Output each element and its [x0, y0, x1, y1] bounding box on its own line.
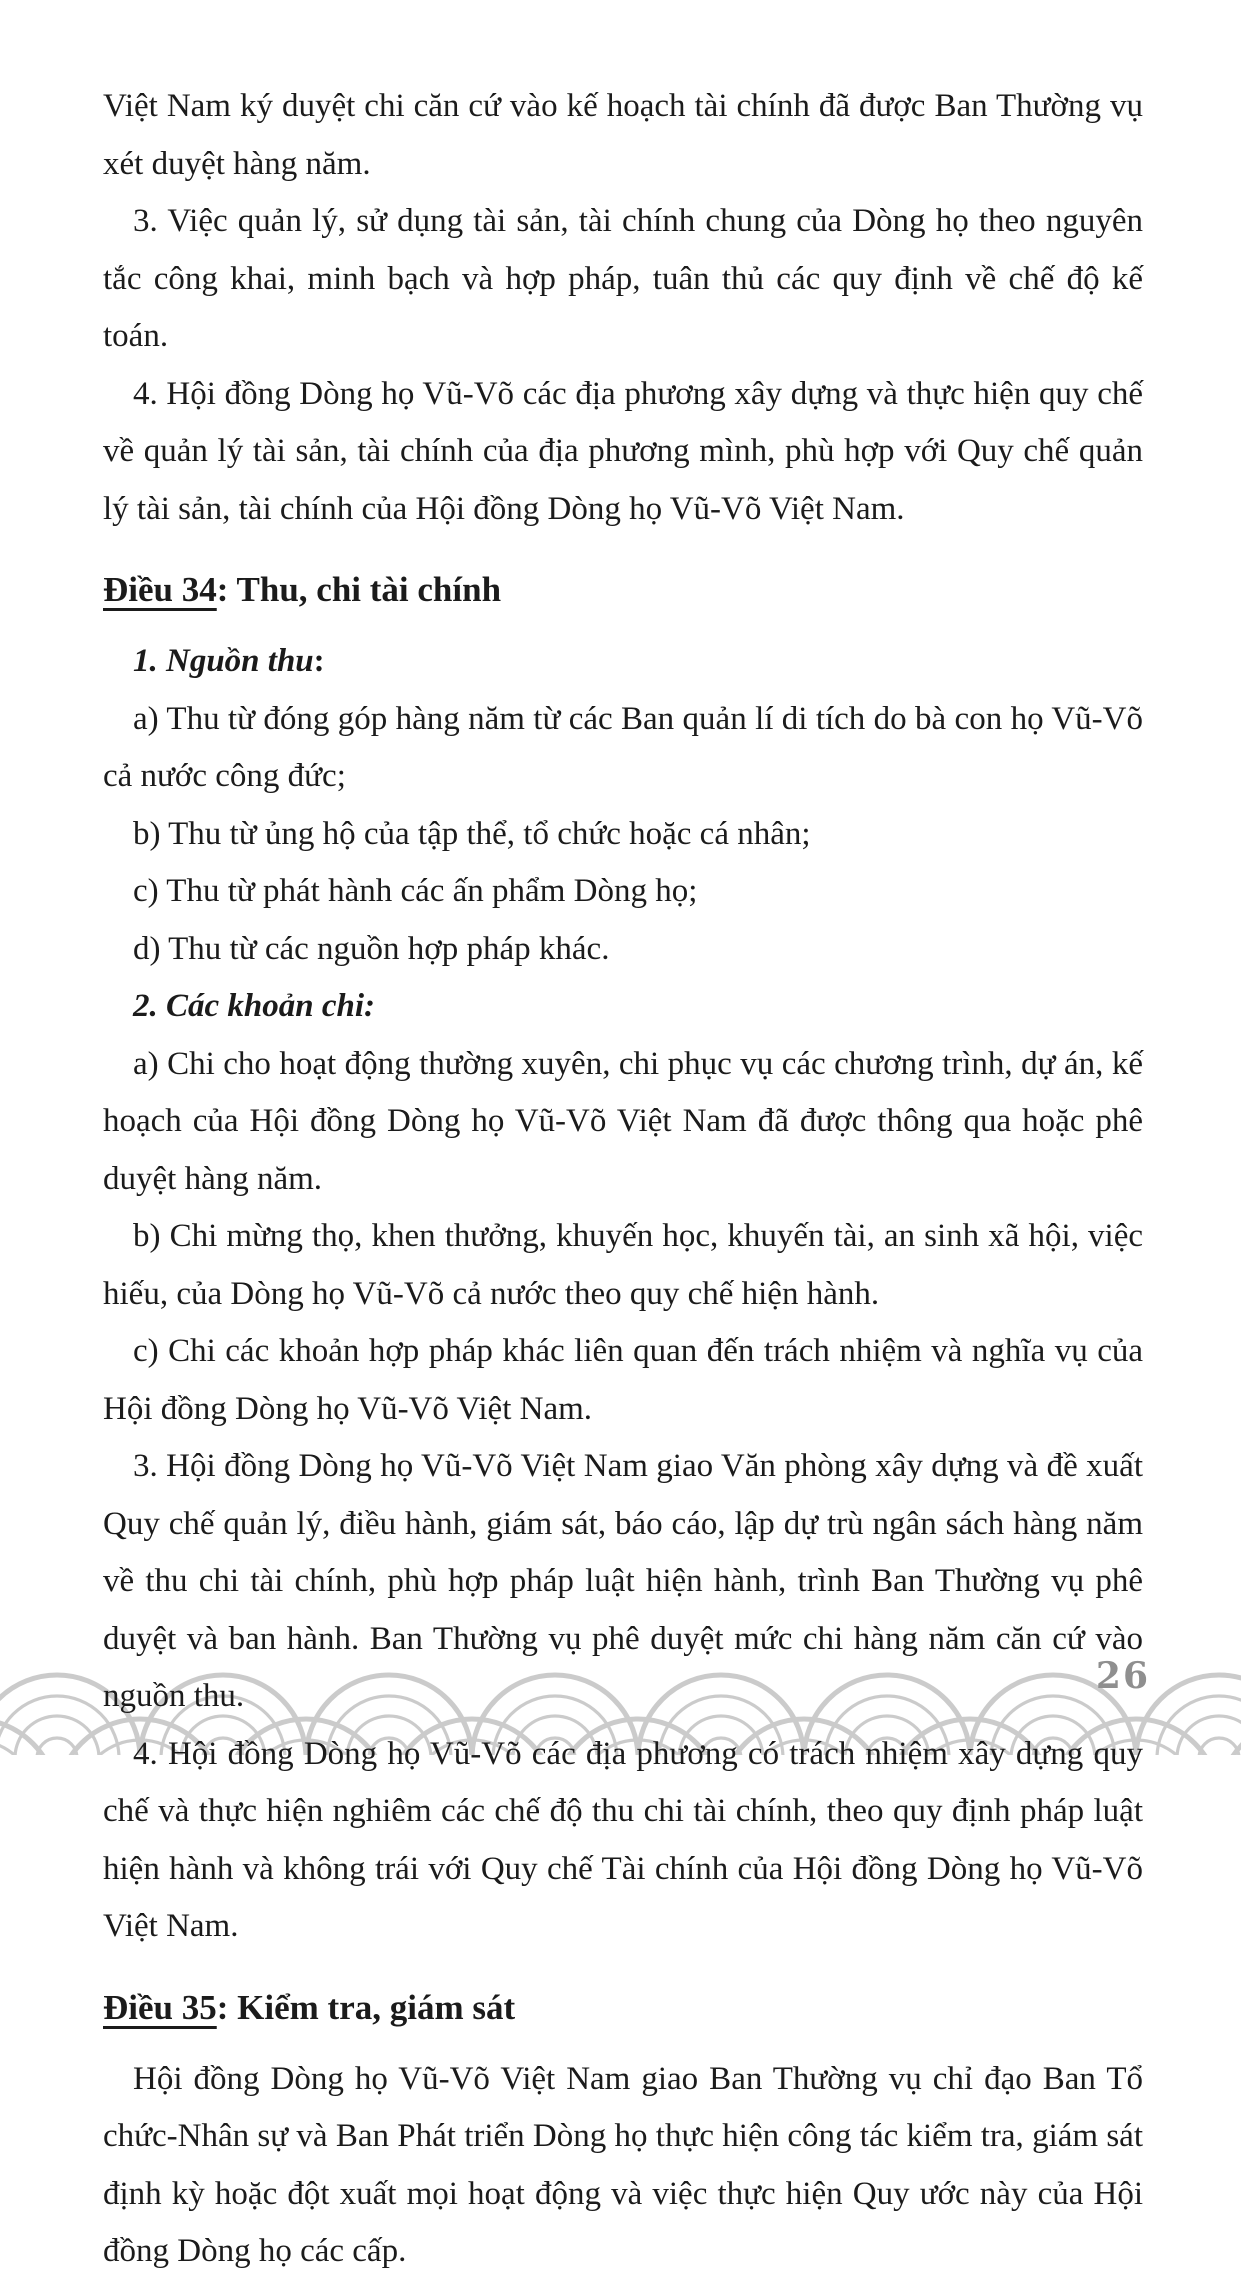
- list-subheading-text: 1. Nguồn thu: [133, 643, 314, 679]
- list-subheading: [103, 978, 1143, 1036]
- section-heading-title: : Kiểm tra, giám sát: [216, 1987, 516, 2027]
- paragraph: Việt Nam ký duyệt chi căn cứ vào kế hoạch tài chính đã được Ban Thường vụ xét duyệt hàng năm.: [103, 88, 1143, 182]
- paragraph: a) Chi cho hoạt động thường xuyên, chi phục vụ các chương trình, dự án, kế hoạch của Hội đồng Dòng họ Vũ-Võ Việt Nam đã được thông qua hoặc phê duyệt hàng năm.: [103, 1045, 1143, 1197]
- paragraph: 3. Hội đồng Dòng họ Vũ-Võ Việt Nam giao Văn phòng xây dựng và đề xuất Quy chế quản lý, điều hành, giám sát, báo cáo, lập dự trù ngân sách hàng năm về thu chi tài chính, phù hợp pháp luật hiện hành, trình Ban Thường vụ phê duyệt và ban hành. Ban Thường vụ phê duyệt mức chi hàng năm căn cứ vào nguồn thu.: [103, 1448, 1143, 1714]
- paragraph: Hội đồng Dòng họ Vũ-Võ Việt Nam giao Ban Thường vụ chỉ đạo Ban Tổ chức-Nhân sự và Ban Phát triển Dòng họ thực hiện công tác kiểm tra, giám sát định kỳ hoặc đột xuất mọi hoạt động và việc thực hiện Quy ước này của Hội đồng Dòng họ các cấp.: [103, 2060, 1143, 2269]
- paragraph: 3. Việc quản lý, sử dụng tài sản, tài chính chung của Dòng họ theo nguyên tắc công khai, minh bạch và hợp pháp, tuân thủ các quy định về chế độ kế toán.: [103, 203, 1143, 354]
- paragraph: 4. Hội đồng Dòng họ Vũ-Võ các địa phương xây dựng và thực hiện quy chế về quản lý tài sản, tài chính của địa phương mình, phù hợp với Quy chế quản lý tài sản, tài chính của Hội đồng Dòng họ Vũ-Võ Việt Nam.: [103, 375, 1143, 527]
- section-heading: [103, 567, 1143, 613]
- list-subheading-text: 2. Các khoản chi:: [133, 988, 376, 1024]
- section-heading-title: : Thu, chi tài chính: [216, 570, 502, 609]
- page-number: 26: [1095, 1655, 1150, 1697]
- paragraph: b) Thu từ ủng hộ của tập thể, tổ chức hoặc cá nhân;: [133, 815, 811, 852]
- paragraph: c) Thu từ phát hành các ấn phẩm Dòng họ;: [133, 873, 698, 909]
- paragraph: a) Thu từ đóng góp hàng năm từ các Ban quản lí di tích do bà con họ Vũ-Võ cả nước công đức;: [103, 700, 1143, 794]
- paragraph: c) Chi các khoản hợp pháp khác liên quan đến trách nhiệm và nghĩa vụ của Hội đồng Dòng họ Vũ-Võ Việt Nam.: [103, 1333, 1143, 1427]
- list-subheading-suffix: :: [313, 643, 325, 679]
- section-heading-number: Điều 35: [103, 1987, 217, 2027]
- page-content: [103, 78, 1143, 2281]
- paragraph: 4. Hội đồng Dòng họ Vũ-Võ các địa phương có trách nhiệm xây dựng quy chế và thực hiện nghiêm các chế độ thu chi tài chính, theo quy định pháp luật hiện hành và không trái với Quy chế Tài chính của Hội đồng Dòng họ Vũ-Võ Việt Nam.: [103, 1735, 1143, 1944]
- paragraph: d) Thu từ các nguồn hợp pháp khác.: [133, 930, 610, 967]
- list-subheading: [103, 633, 1143, 691]
- paragraph: b) Chi mừng thọ, khen thưởng, khuyến học, khuyến tài, an sinh xã hội, việc hiếu, của Dòng họ Vũ-Võ cả nước theo quy chế hiện hành.: [103, 1218, 1143, 1312]
- section-heading-number: Điều 34: [103, 570, 217, 609]
- section-heading: [103, 1985, 1143, 2031]
